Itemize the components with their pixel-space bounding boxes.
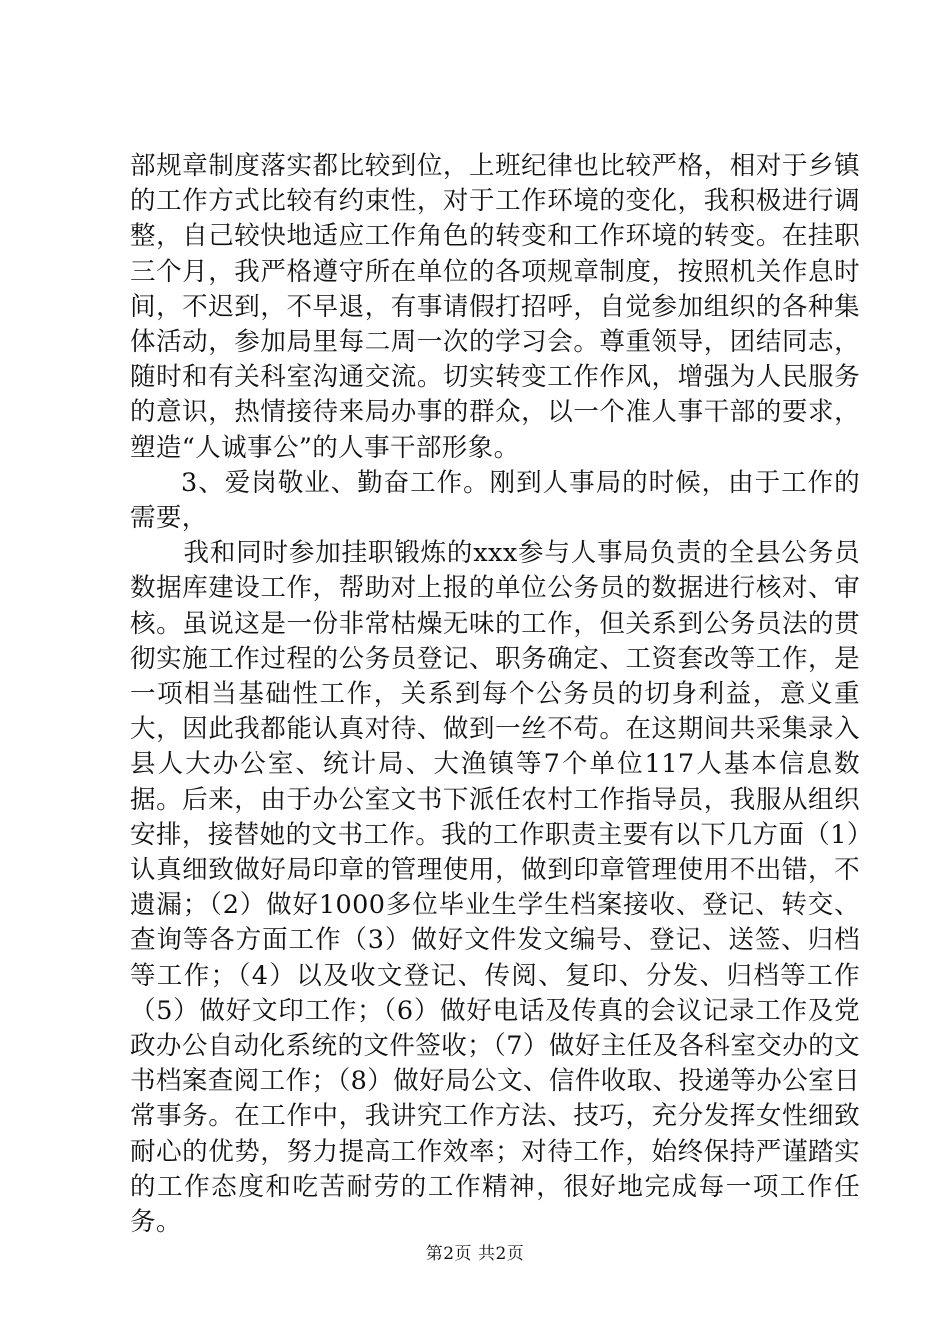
paragraph-section-3: 3、爱岗敬业、勤奋工作。刚到人事局的时候，由于工作的需要， (130, 467, 860, 534)
paragraph-continued: 部规章制度落实都比较到位，上班纪律也比较严格，相对于乡镇的工作方式比较有约束性，对于工作环境的变化，我积极进行调整，自己较快地适应工作角色的转变和工作环境的转变。在挂职三个月，我严格遵守所在单位的各项规章制度，按照机关作息时间，不迟到，不早退，有事请假打招呼，自觉参加组织的各种集体活动，参加局里每二周一次的学习会。尊重领导，团结同志，随时和有关科室沟通交流。切实转变工作作风，增强为人民服务的意识，热情接待来局办事的群众，以一个准人事干部的要求，塑造“人诚事公”的人事干部形象。 (130, 151, 860, 463)
page-footer: 第2页 共2页 (425, 1244, 525, 1264)
paragraph-work-duties: 我和同时参加挂职锻炼的xxx参与人事局负责的全县公务员数据库建设工作，帮助对上报的单位公务员的数据进行核对、审核。虽说这是一份非常枯燥无味的工作，但关系到公务员法的贯彻实施工作过程的公务员登记、职务确定、工资套改等工作，是一项相当基础性工作，关系到每个公务员的切身利益，意义重大，因此我都能认真对待、做到一丝不苟。在这期间共采集录入县人大办公室、统计局、大渔镇等7个单位117人基本信息数据。后来，由于办公室文书下派任农村工作指导员，我服从组织安排，接替她的文书工作。我的工作职责主要有以下几方面（1）认真细致做好局印章的管理使用，做到印章管理使用不出错，不遗漏；（2）做好1000多位毕业生学生档案接收、登记、转交、查询等各方面工作（3）做好文件发文编号、登记、送签、归档等工作；（4）以及收文登记、传阅、复印、分发、归档等工作（5）做好文印工作；（6）做好电话及传真的会议记录工作及党政办公自动化系统的文件签收；（7）做好主任及各科室交办的文书档案查阅工作；（8）做好局公文、信件收取、投递等办公室日常事务。在工作中，我讲究工作方法、技巧，充分发挥女性细致耐心的优势，努力提高工作效率；对待工作，始终保持严谨踏实的工作态度和吃苦耐劳的工作精神，很好地完成每一项工作任务。 (130, 538, 860, 1238)
document-body (130, 149, 860, 1240)
